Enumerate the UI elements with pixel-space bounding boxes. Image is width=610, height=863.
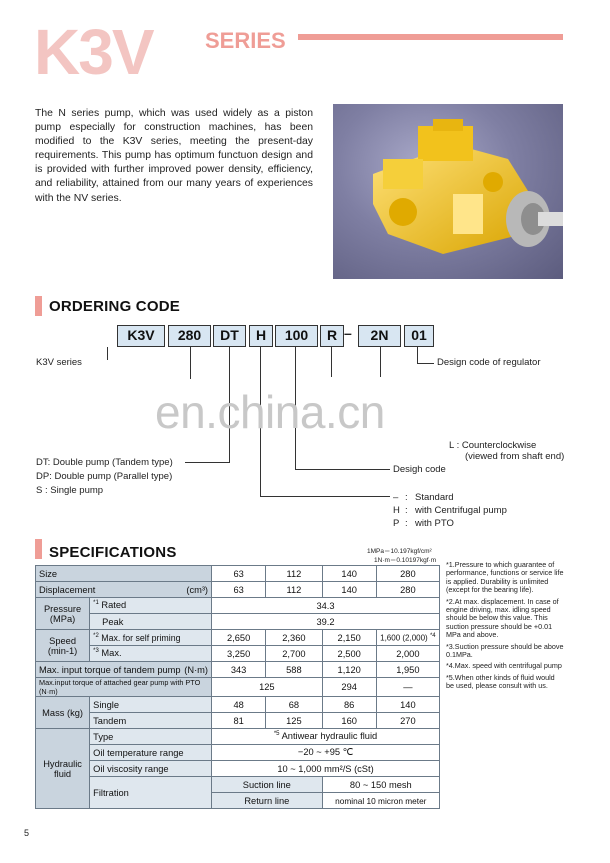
table-row <box>36 646 440 662</box>
cell: −20 ~ +95 ℃ <box>212 745 440 761</box>
table-row <box>36 662 440 678</box>
cell: 2,150 <box>322 630 376 646</box>
displacement-text: Displacement <box>39 584 96 595</box>
note-5: *5.When other kinds of fluid would be used, please consult with us. <box>446 672 555 691</box>
cell: 1,950 <box>376 662 439 678</box>
option-pto: with PTO <box>415 518 454 529</box>
table-row <box>36 582 440 598</box>
table-row <box>36 777 440 793</box>
title-series: SERIES <box>205 28 286 53</box>
cell: 2,650 <box>212 630 266 646</box>
intro-paragraph: The N series pump, which was used widely as a piston pump especially for construction machines, has been modified to the K3V series, meeting the present-day requirements. This pump has optimum functuon design and is provided with further improved power density, efficiency, and reliability, attained from our many years of experiences with the NV series. <box>35 108 313 204</box>
cell: 2,360 <box>266 630 322 646</box>
code-box-k3v: K3V <box>117 325 165 347</box>
table-row <box>36 729 440 745</box>
code-box-r: R <box>320 325 344 347</box>
cell: 160 <box>322 713 376 729</box>
cell: 125 <box>266 713 322 729</box>
cell: 588 <box>266 662 322 678</box>
hydraulic-fluid-label: Hydraulic fluid <box>36 729 90 809</box>
torque-pto-label: Max.input torque of attached gear pump with PTO (N·m) <box>36 678 212 697</box>
cell: 48 <box>212 697 266 713</box>
code-box-2n: 2N <box>358 325 401 347</box>
note-mark: *3 <box>93 648 99 655</box>
cell: 112 <box>266 582 322 598</box>
viscosity-label: Oil viscosity range <box>90 761 212 777</box>
section-marker <box>35 539 42 559</box>
filtration-label: Filtration <box>90 777 212 809</box>
code-box-01: 01 <box>404 325 434 347</box>
note-3: *3.Suction pressure should be above 0.1MPa. <box>446 641 564 660</box>
table-row <box>36 566 440 582</box>
mass-label: Mass (kg) <box>36 697 90 729</box>
conversion-mpa: 1MPa＝10.197kgf/cm² <box>367 548 432 555</box>
table-row <box>36 630 440 646</box>
option-key: – <box>393 492 399 503</box>
option-key: H <box>393 505 400 516</box>
torque-unit: (N·m) <box>184 664 209 675</box>
option-sep: : <box>405 492 408 503</box>
pressure-label: Pressure (MPa) <box>36 598 90 630</box>
pump-illustration <box>333 104 563 279</box>
note-1: *1.Pressure to which guarantee of performance, functions or service life is applied. Durability is unlimited (except for the bearing life). <box>446 560 564 595</box>
cell: 39.2 <box>212 614 440 630</box>
displacement-unit: (cm³) <box>186 584 209 595</box>
cell: 63 <box>212 566 266 582</box>
pump-type-dp: DP: Double pump (Parallel type) <box>36 471 173 482</box>
speed-label: Speed (min-1) <box>36 630 90 662</box>
table-row <box>36 614 440 630</box>
table-row <box>36 761 440 777</box>
peak-label: Peak <box>90 614 212 630</box>
max-speed-label <box>90 646 212 662</box>
cell: 112 <box>266 566 322 582</box>
section-marker <box>35 296 42 316</box>
title-rule <box>298 34 563 40</box>
code-box-h: H <box>249 325 273 347</box>
pump-photo <box>333 104 563 279</box>
rated-label <box>90 598 212 614</box>
cell: 80 ~ 150 mesh <box>322 777 439 793</box>
note-mark: *4 <box>429 633 436 640</box>
cell: 2,700 <box>266 646 322 662</box>
cell: — <box>376 678 439 697</box>
cell: 1,120 <box>322 662 376 678</box>
leader-line <box>417 363 434 364</box>
code-box-100: 100 <box>275 325 318 347</box>
regulator-label: Design code of regulator <box>437 357 541 368</box>
option-sep: : <box>405 505 408 516</box>
cell: 270 <box>376 713 439 729</box>
cell: 10 ~ 1,000 mm²/S (cSt) <box>212 761 440 777</box>
cell: 81 <box>212 713 266 729</box>
rotation-label: L : Counterclockwise <box>449 440 537 451</box>
pump-type-dt: DT: Double pump (Tandem type) <box>36 457 173 468</box>
cell <box>376 630 439 646</box>
displacement-label <box>36 582 212 598</box>
table-row <box>36 678 440 697</box>
type-label: Type <box>90 729 212 745</box>
rated-text: Rated <box>101 600 127 611</box>
table-row <box>36 598 440 614</box>
cell-value: 1,600 (2,000) <box>380 633 428 643</box>
table-row <box>36 697 440 713</box>
torque-tandem-label <box>36 662 212 678</box>
cell: nominal 10 micron meter <box>322 793 439 809</box>
rotation-note: (viewed from shaft end) <box>465 451 565 462</box>
tandem-label: Tandem <box>90 713 212 729</box>
cell: 343 <box>212 662 266 678</box>
cell: 86 <box>322 697 376 713</box>
cell: 68 <box>266 697 322 713</box>
cell: 294 <box>322 678 376 697</box>
cell: 280 <box>376 566 439 582</box>
max-text: Max. <box>101 648 122 659</box>
cell: 3,250 <box>212 646 266 662</box>
page-number: 5 <box>24 828 30 838</box>
leader-line <box>107 347 108 360</box>
table-row <box>36 745 440 761</box>
note-4: *4.Max. speed with centrifugal pump <box>446 661 562 671</box>
leader-line <box>380 347 381 377</box>
option-key: P <box>393 518 400 529</box>
code-box-dt: DT <box>213 325 246 347</box>
size-label: Size <box>36 566 212 582</box>
ordering-code-heading: ORDERING CODE <box>49 298 180 315</box>
title-k3v: K3V <box>34 16 153 88</box>
note-mark: *2 <box>93 632 99 639</box>
cell: 140 <box>322 582 376 598</box>
single-label: Single <box>90 697 212 713</box>
leader-line <box>331 347 332 377</box>
pump-type-s: S : Single pump <box>36 485 104 496</box>
spec-table <box>35 565 440 809</box>
leader-line <box>417 347 418 364</box>
design-code-label: Desigh code <box>393 464 446 475</box>
cell: 63 <box>212 582 266 598</box>
option-centrifugal: with Centrifugal pump <box>415 505 507 516</box>
code-box-280: 280 <box>168 325 211 347</box>
leader-line <box>185 462 230 463</box>
cell: 2,500 <box>322 646 376 662</box>
k3v-series-label: K3V series <box>36 357 82 368</box>
option-sep: : <box>405 518 408 529</box>
specifications-heading: SPECIFICATIONS <box>49 544 177 561</box>
note-mark: *5 <box>273 731 280 738</box>
cell-value: Antiwear hydraulic fluid <box>281 731 378 742</box>
table-row <box>36 713 440 729</box>
cell: 34.3 <box>212 598 440 614</box>
leader-line <box>260 496 390 497</box>
leader-line <box>295 469 390 470</box>
watermark: en.china.cn <box>155 386 385 438</box>
cell <box>212 729 440 745</box>
note-2: *2.At max. displacement. In case of engine driving, max. idling speed should be below this value. This suction pressure should be +0.01 MPa and above. <box>446 596 559 640</box>
cell: 280 <box>376 582 439 598</box>
conversion-nm: 1N·m＝0.10197kgf·m <box>374 557 437 564</box>
code-dash: – <box>344 325 352 341</box>
suction-label: Suction line <box>212 777 323 793</box>
torque-tandem-text: Max. input torque of tandem pump <box>39 664 181 675</box>
cell: 125 <box>212 678 323 697</box>
cell: 2,000 <box>376 646 439 662</box>
option-standard: Standard <box>415 492 454 503</box>
cell: 140 <box>376 697 439 713</box>
self-priming-label <box>90 630 212 646</box>
note-mark: *1 <box>93 600 99 607</box>
cell: 140 <box>322 566 376 582</box>
return-label: Return line <box>212 793 323 809</box>
leader-line <box>190 347 191 379</box>
self-priming-text: Max. for self priming <box>101 632 181 643</box>
temp-label: Oil temperature range <box>90 745 212 761</box>
spec-notes <box>446 561 564 694</box>
